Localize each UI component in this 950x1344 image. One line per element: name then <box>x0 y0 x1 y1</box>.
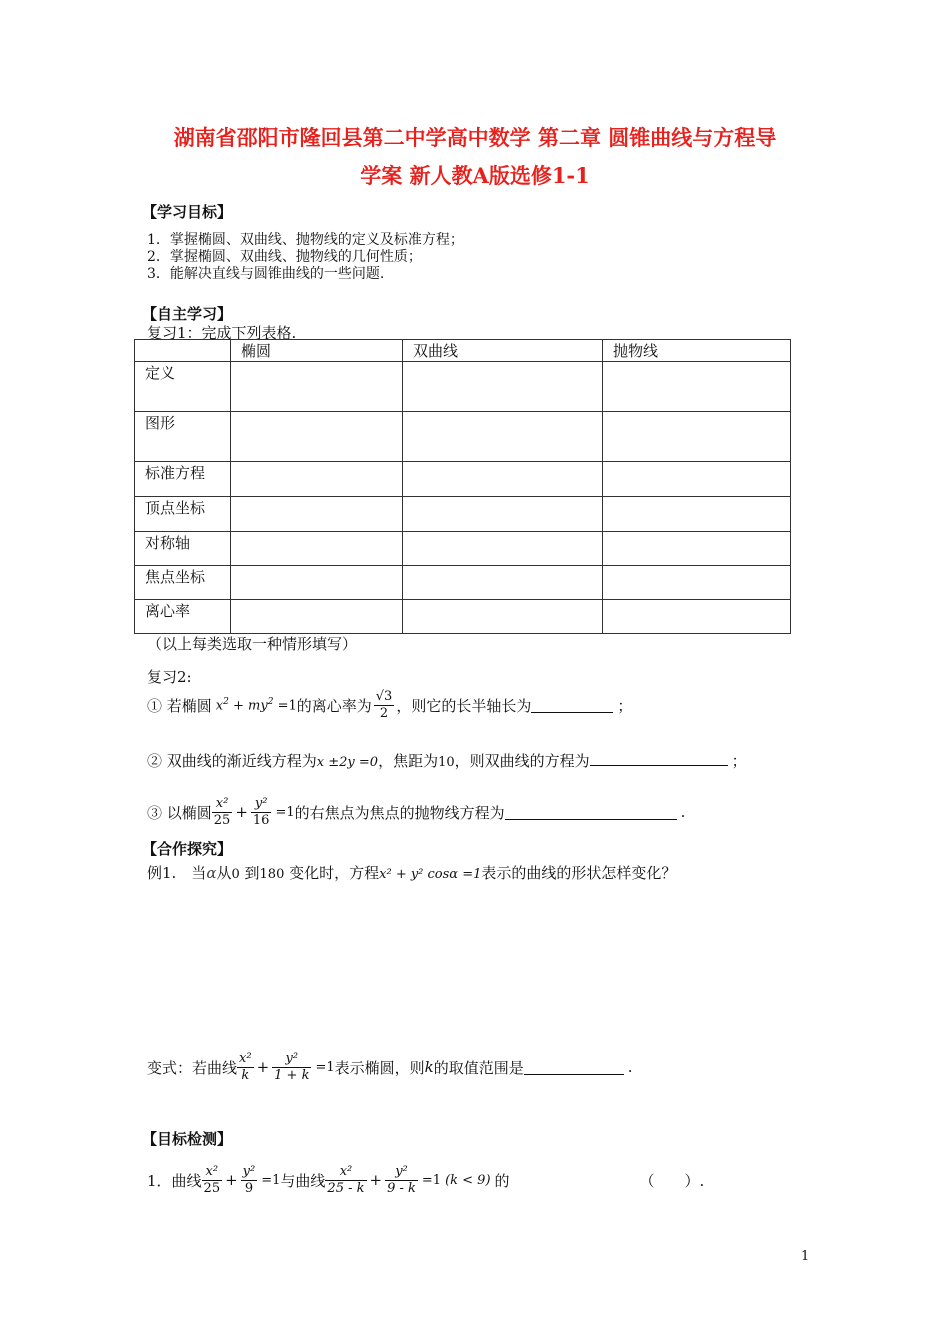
table-header: 椭圆 <box>231 340 403 362</box>
equation: $x^2 + my^2 =1$ <box>215 696 297 714</box>
table-row <box>135 497 791 532</box>
question-2: ② 双曲线的渐近线方程为x ±2y =0，焦距为10，则双曲线的方程为 ； <box>147 752 747 770</box>
fraction: $\frac{\text{y²}}{1 + k}$ <box>274 1050 310 1083</box>
fraction: $\frac{\text{y²}}{16}$ <box>252 795 270 828</box>
row-label: 顶点坐标 <box>135 497 231 532</box>
example-1: 例1. 当α从0 到180 变化时，方程x² + y² cosα =1表示的曲线的形状怎样变化？ <box>147 864 677 882</box>
row-label: 离心率 <box>135 600 231 634</box>
section-target-test: 【目标检测】 <box>142 1130 233 1148</box>
row-label: 图形 <box>135 412 231 462</box>
fraction: $\frac{\text{x²}}{25 - k}$ <box>327 1163 365 1196</box>
title-line-1: 湖南省邵阳市隆回县第二中学高中数学 第二章 圆锥曲线与方程导 <box>173 125 777 150</box>
eccentricity-fraction: $\frac{√3}{2}$ <box>375 688 393 721</box>
section-goals: 【学习目标】 <box>142 203 233 221</box>
answer-blank <box>524 1060 624 1075</box>
row-label: 焦点坐标 <box>135 566 231 600</box>
variant-question: 变式：若曲线 $\frac{\text{x²}}{k}$ + $\frac{\text{y²}}{1 + k}$ =1 表示椭圆，则 k 的取值范围是 . <box>147 1050 633 1083</box>
goal-item: 2．掌握椭圆、双曲线、抛物线的几何性质； <box>147 249 422 265</box>
table-header: 双曲线 <box>403 340 603 362</box>
row-label: 对称轴 <box>135 532 231 566</box>
table-row <box>135 412 791 462</box>
review-2: 复习2: <box>147 668 192 686</box>
fraction: $\frac{\text{y²}}{9 - k}$ <box>387 1163 416 1196</box>
goal-item: 1．掌握椭圆、双曲线、抛物线的定义及标准方程； <box>147 232 464 248</box>
table-header-row <box>135 340 791 362</box>
answer-blank <box>531 698 613 713</box>
fraction: $\frac{\text{x²}}{25}$ <box>213 795 231 828</box>
conic-table <box>134 339 791 634</box>
question-1: ① 若椭圆 $x^2 + my^2 =1$ 的离心率为 $\frac{√3}{2}$ ，则它的长半轴长为 ； <box>147 688 633 721</box>
table-row <box>135 462 791 497</box>
row-label: 标准方程 <box>135 462 231 497</box>
goal-item: 3．能解决直线与圆锥曲线的一些问题. <box>147 266 385 282</box>
review-1: 复习1：完成下列表格. <box>147 324 297 342</box>
table-row <box>135 566 791 600</box>
goals-list <box>147 232 464 283</box>
table-row <box>135 362 791 412</box>
row-label: 定义 <box>135 362 231 412</box>
fraction: $\frac{\text{x²}}{k}$ <box>239 1050 252 1083</box>
table-row <box>135 600 791 634</box>
fraction: $\frac{\text{y²}}{9}$ <box>242 1163 256 1196</box>
table-header: 抛物线 <box>603 340 791 362</box>
answer-blank <box>505 805 677 820</box>
table-note: （以上每类选取一种情形填写） <box>147 635 358 653</box>
question-3: ③ 以椭圆 $\frac{\text{x²}}{25}$ + $\frac{\text{y²}}{16}$ =1 的右焦点为焦点的抛物线方程为 . <box>147 795 686 828</box>
page-number: 1 <box>801 1249 810 1264</box>
answer-blank <box>590 751 728 766</box>
section-cooperation: 【合作探究】 <box>142 840 233 858</box>
title-line-2: 学案 新人教A版选修1-1 <box>360 163 590 188</box>
fraction: $\frac{\text{x²}}{25}$ <box>203 1163 221 1196</box>
table-header <box>135 340 231 362</box>
section-self-study: 【自主学习】 <box>142 305 233 323</box>
table-row <box>135 532 791 566</box>
test-question-1: 1．曲线 $\frac{\text{x²}}{25}$ + $\frac{\text{y²}}{9}$ =1 与曲线 $\frac{\text{x²}}{25 - k}$ + $\frac{\text{y²}}{9 - k}$ =1 (k < 9) 的 （ ）. <box>147 1163 705 1196</box>
